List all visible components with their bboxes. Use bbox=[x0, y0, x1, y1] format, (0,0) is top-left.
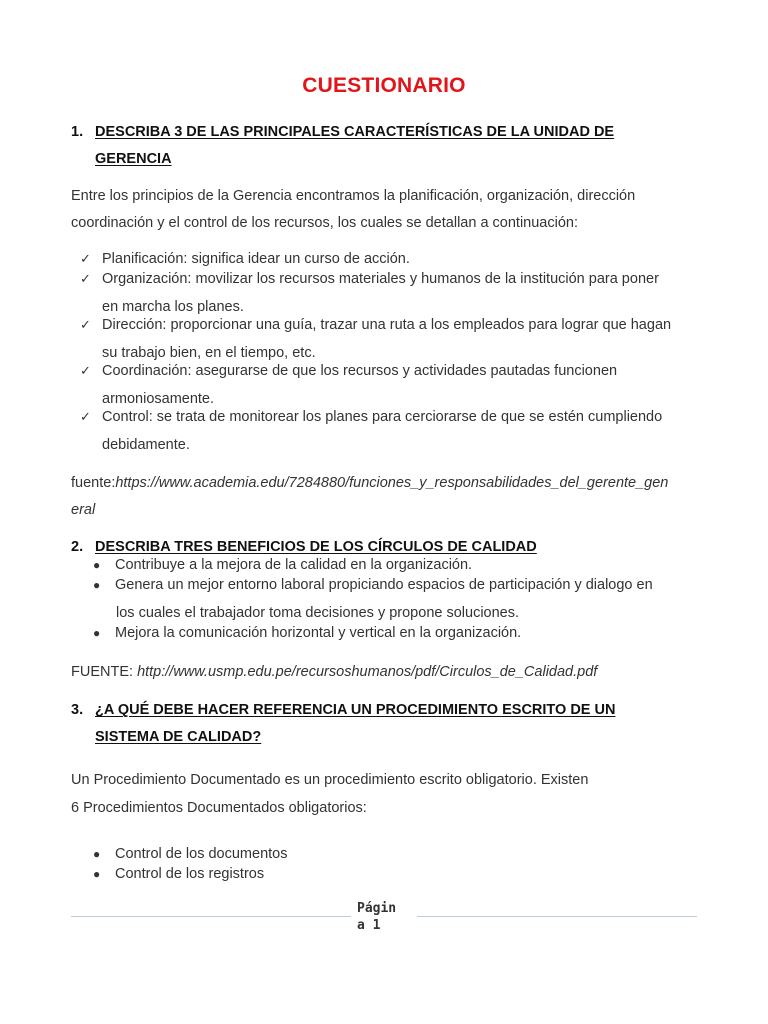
bullet-icon: ● bbox=[93, 578, 101, 592]
q1-list-item: ✓ Coordinación: asegurarse de que los recursos y actividades pautadas funcionen bbox=[80, 363, 618, 379]
q3-list-item: ● Control de los registros bbox=[80, 866, 264, 882]
footer-rule-left bbox=[71, 916, 351, 917]
bullet-icon: ● bbox=[93, 867, 101, 881]
page-number: Págin a 1 bbox=[357, 901, 397, 933]
q1-intro-line2: coordinación y el control de los recursos, los cuales se detallan a continuación: bbox=[71, 215, 578, 231]
q3-intro-line1: Un Procedimiento Documentado es un procedimiento escrito obligatorio. Existen bbox=[71, 772, 589, 788]
check-mark-icon: ✓ bbox=[80, 317, 91, 332]
q1-source: fuente:https://www.academia.edu/7284880/funciones_y_responsabilidades_del_gerente_gen bbox=[71, 475, 669, 491]
check-mark-icon: ✓ bbox=[80, 271, 91, 286]
q1-heading bbox=[71, 124, 614, 140]
bullet-icon: ● bbox=[93, 626, 101, 640]
footer-rule-right bbox=[417, 916, 697, 917]
bullet-icon: ● bbox=[93, 847, 101, 861]
q1-intro-line1: Entre los principios de la Gerencia encontramos la planificación, organización, dirección bbox=[71, 188, 636, 204]
q1-list-item-cont: armoniosamente. bbox=[102, 391, 215, 407]
q2-list-item: ● Genera un mejor entorno laboral propiciando espacios de participación y dialogo en bbox=[80, 577, 653, 593]
q3-number: 3. bbox=[71, 702, 84, 718]
q1-list-item-cont: su trabajo bien, en el tiempo, etc. bbox=[102, 345, 316, 361]
q1-list-item: ✓ Control: se trata de monitorear los planes para cerciorarse de que se estén cumpliendo bbox=[80, 409, 663, 425]
q1-source-link-cont[interactable]: eral bbox=[71, 502, 96, 518]
q1-number: 1. bbox=[71, 124, 84, 140]
page-title: CUESTIONARIO bbox=[302, 74, 466, 97]
q3-list-item: ● Control de los documentos bbox=[80, 846, 288, 862]
check-mark-icon: ✓ bbox=[80, 409, 91, 424]
q2-list-item: ● Mejora la comunicación horizontal y vertical en la organización. bbox=[80, 625, 521, 641]
q2-heading bbox=[71, 539, 537, 555]
q3-heading-line2: SISTEMA DE CALIDAD? bbox=[95, 729, 262, 745]
q1-list-item: ✓ Dirección: proporcionar una guía, trazar una ruta a los empleados para lograr que hagan bbox=[80, 317, 672, 333]
q2-number: 2. bbox=[71, 539, 84, 555]
q1-heading-line1: DESCRIBA 3 DE LAS PRINCIPALES CARACTERÍSTICAS DE LA UNIDAD DE bbox=[95, 124, 615, 140]
q1-list-item-cont: debidamente. bbox=[102, 437, 190, 453]
q2-source: FUENTE: http://www.usmp.edu.pe/recursoshumanos/pdf/Circulos_de_Calidad.pdf bbox=[71, 664, 598, 680]
bullet-icon: ● bbox=[93, 558, 101, 572]
q2-list-item: ● Contribuye a la mejora de la calidad en la organización. bbox=[80, 557, 472, 573]
q2-heading-text: DESCRIBA TRES BENEFICIOS DE LOS CÍRCULOS DE CALIDAD bbox=[95, 539, 537, 555]
q2-source-link[interactable]: http://www.usmp.edu.pe/recursoshumanos/pdf/Circulos_de_Calidad.pdf bbox=[137, 664, 598, 680]
q1-list-item: ✓ Organización: movilizar los recursos materiales y humanos de la institución para poner bbox=[80, 271, 659, 287]
q3-heading bbox=[71, 702, 615, 718]
check-mark-icon: ✓ bbox=[80, 251, 91, 266]
q1-heading-line2: GERENCIA bbox=[95, 151, 172, 167]
q2-list-item-cont: los cuales el trabajador toma decisiones y propone soluciones. bbox=[116, 605, 520, 621]
q1-list-item: ✓ Planificación: significa idear un curso de acción. bbox=[80, 251, 410, 267]
check-mark-icon: ✓ bbox=[80, 363, 91, 378]
q3-heading-line1: ¿A QUÉ DEBE HACER REFERENCIA UN PROCEDIMIENTO ESCRITO DE UN bbox=[95, 702, 616, 718]
q3-intro-line2: 6 Procedimientos Documentados obligatorios: bbox=[71, 800, 367, 816]
q1-list-item-cont: en marcha los planes. bbox=[102, 299, 244, 315]
q1-source-cont bbox=[71, 502, 95, 518]
q1-source-link[interactable]: https://www.academia.edu/7284880/funciones_y_responsabilidades_del_gerente_gen bbox=[115, 475, 669, 491]
